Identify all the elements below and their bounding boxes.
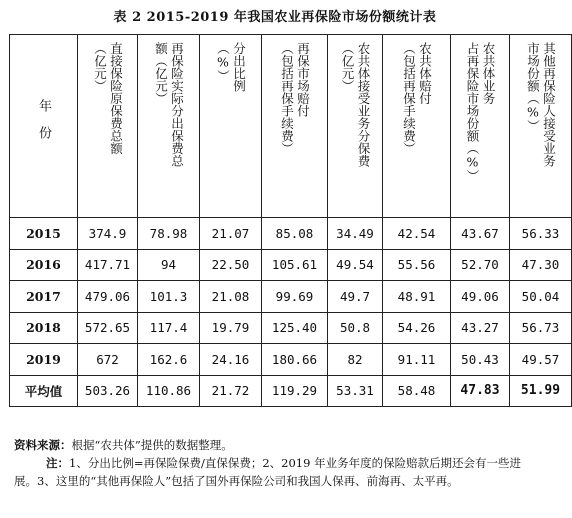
column-header [200, 35, 262, 218]
column-header-line: 农共体接受业务分保费 [356, 42, 371, 167]
table-cell: 21.07 [200, 218, 262, 250]
table-cell: 43.27 [451, 312, 510, 344]
column-header-line: 额（亿元） [153, 42, 169, 105]
table-cell: 43.67 [451, 218, 510, 250]
table-row [10, 281, 572, 313]
table-row [10, 344, 572, 376]
table-cell: 52.70 [451, 249, 510, 281]
column-header-line: 农共体业务 [481, 42, 496, 105]
market-share-table [9, 34, 572, 407]
table-title: 表 2 2015-2019 年我国农业再保险市场份额统计表 [113, 10, 437, 25]
column-header-line: 分出比例 [231, 42, 247, 92]
table-cell: 119.29 [262, 375, 328, 407]
table-cell: 56.33 [510, 218, 572, 250]
note-paragraph [14, 454, 534, 490]
table-cell: 50.43 [451, 344, 510, 376]
note-text: 1、分出比例=再保险保费/直保保费；2、2019 年业务年度的保险赔款后期还会有一些进展。3、这里的“其他再保险人”包括了国外再保险公司和我国人保再、前海再、太平再。 [14, 456, 522, 488]
table-cell: 51.99 [510, 375, 572, 407]
table-cell: 58.48 [383, 375, 451, 407]
year-cell: 2015 [10, 218, 78, 250]
table-cell: 572.65 [78, 312, 138, 344]
year-cell: 2016 [10, 249, 78, 281]
column-header [262, 35, 328, 218]
table-cell: 503.26 [78, 375, 138, 407]
table-cell: 50.8 [328, 312, 383, 344]
table-cell: 22.50 [200, 249, 262, 281]
table-cell: 91.11 [383, 344, 451, 376]
table-cell: 47.83 [451, 375, 510, 407]
column-header-line: 农共体赔付 [417, 42, 433, 105]
average-label-cell: 平均值 [10, 375, 78, 407]
column-header-line: （包括再保手续费） [279, 42, 295, 155]
column-header-line: 市场份额（%） [525, 42, 541, 132]
table-cell: 49.06 [451, 281, 510, 313]
table-cell: 24.16 [200, 344, 262, 376]
table-cell: 101.3 [138, 281, 200, 313]
table-cell: 94 [138, 249, 200, 281]
average-row [10, 375, 572, 407]
table-cell: 34.49 [328, 218, 383, 250]
column-header-line: 占再保险市场份额（%） [465, 42, 480, 182]
header-row [10, 35, 572, 218]
note-label: 注： [46, 456, 69, 470]
table-cell: 50.04 [510, 281, 572, 313]
table-cell: 180.66 [262, 344, 328, 376]
table-cell: 53.31 [328, 375, 383, 407]
table-cell: 49.57 [510, 344, 572, 376]
table-cell: 55.56 [383, 249, 451, 281]
table-cell: 82 [328, 344, 383, 376]
column-header-line: （亿元） [340, 42, 355, 92]
column-header [510, 35, 572, 218]
table-cell: 42.54 [383, 218, 451, 250]
table-cell: 105.61 [262, 249, 328, 281]
year-column-header [10, 35, 78, 218]
table-cell: 78.98 [138, 218, 200, 250]
table-cell: 374.9 [78, 218, 138, 250]
column-header-line: （亿元） [92, 42, 108, 92]
table-cell: 21.72 [200, 375, 262, 407]
table-cell: 162.6 [138, 344, 200, 376]
table-row [10, 312, 572, 344]
column-header-line: 再保市场赔付 [295, 42, 311, 117]
table-cell: 19.79 [200, 312, 262, 344]
table-cell: 110.86 [138, 375, 200, 407]
column-header [451, 35, 510, 218]
table-cell: 21.08 [200, 281, 262, 313]
column-header-line: （包括再保手续费） [401, 42, 417, 155]
table-cell: 85.08 [262, 218, 328, 250]
source-line [14, 436, 534, 454]
table-cell: 56.73 [510, 312, 572, 344]
table-cell: 417.71 [78, 249, 138, 281]
column-header [383, 35, 451, 218]
table-cell: 47.30 [510, 249, 572, 281]
year-cell: 2018 [10, 312, 78, 344]
table-cell: 99.69 [262, 281, 328, 313]
column-header [138, 35, 200, 218]
table-cell: 117.4 [138, 312, 200, 344]
year-cell: 2017 [10, 281, 78, 313]
year-header-label: 年份 [36, 99, 51, 153]
table-cell: 48.91 [383, 281, 451, 313]
table-cell: 54.26 [383, 312, 451, 344]
table-row [10, 249, 572, 281]
column-header [328, 35, 383, 218]
table-cell: 49.54 [328, 249, 383, 281]
source-text: 根据“农共体”提供的数据整理。 [71, 438, 233, 452]
column-header-line: 再保险实际分出保费总 [169, 42, 185, 167]
column-header-line: 直接保险原保费总额 [108, 42, 124, 155]
table-row [10, 218, 572, 250]
column-header-line: （%） [215, 42, 231, 82]
year-cell: 2019 [10, 344, 78, 376]
column-header [78, 35, 138, 218]
table-cell: 49.7 [328, 281, 383, 313]
column-header-line: 其他再保险人接受业务 [541, 42, 557, 167]
table-cell: 672 [78, 344, 138, 376]
table-cell: 479.06 [78, 281, 138, 313]
table-cell: 125.40 [262, 312, 328, 344]
source-label: 资料来源： [14, 438, 72, 452]
table-notes [14, 436, 534, 490]
